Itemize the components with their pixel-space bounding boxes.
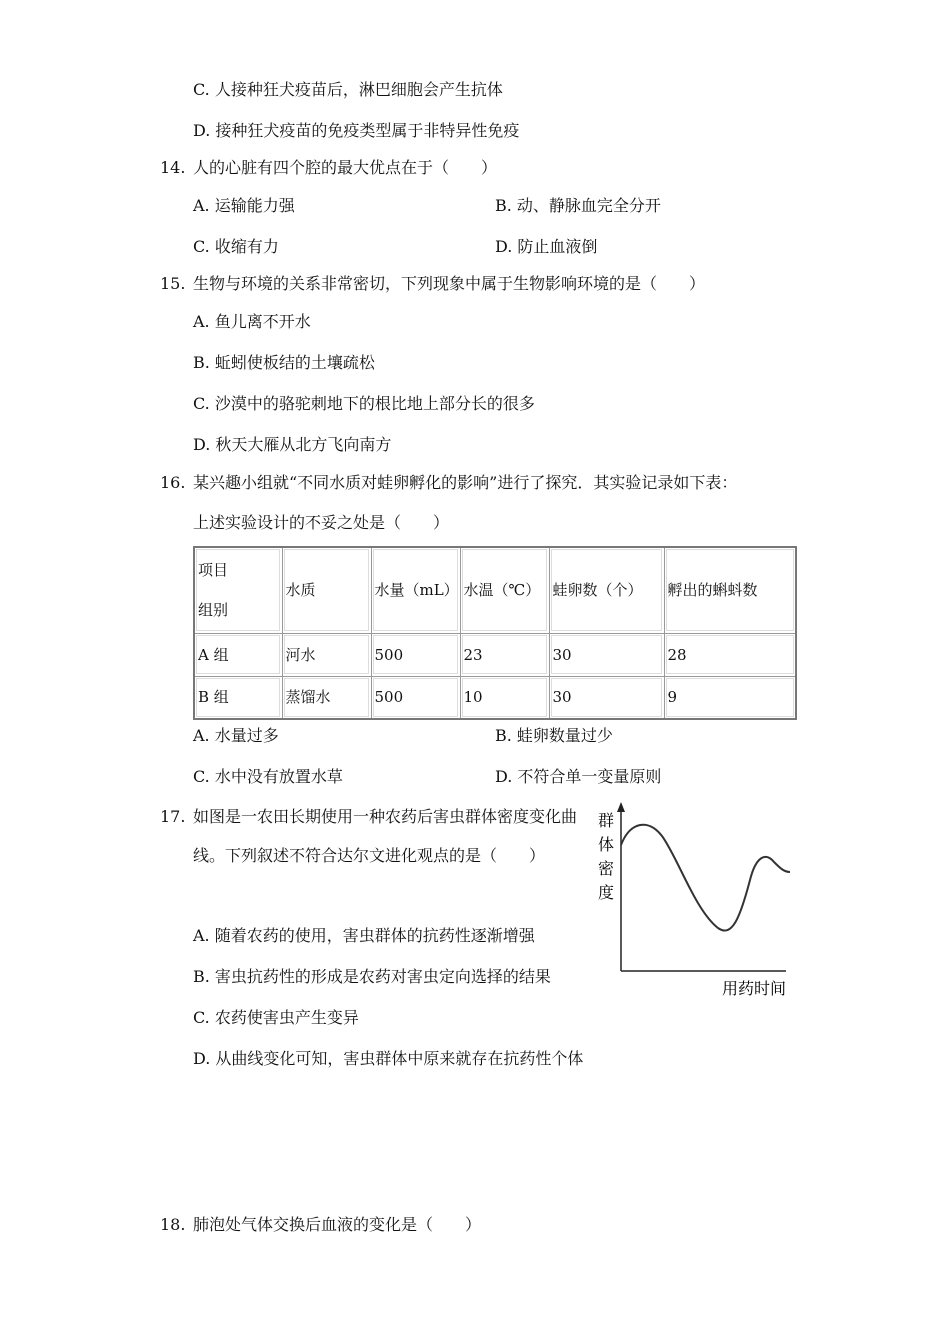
table-cell: 30	[549, 676, 664, 719]
q15-option-c: C. 沙漠中的骆驼刺地下的根比地上部分长的很多	[193, 394, 535, 413]
table-header-cell: 水质	[282, 547, 371, 633]
q14-option-d: D. 防止血液倒	[495, 237, 598, 256]
table-header-cell: 孵出的蝌蚪数	[664, 547, 796, 633]
y-axis-label-char: 群	[598, 811, 615, 830]
table-cell: 9	[664, 676, 796, 719]
table-row	[194, 633, 796, 676]
q17-option-a: A. 随着农药的使用，害虫群体的抗药性逐渐增强	[193, 926, 535, 945]
x-axis-label: 用药时间	[722, 979, 787, 998]
q16-option-a: A. 水量过多	[193, 726, 279, 745]
q13-option-d: D. 接种狂犬疫苗的免疫类型属于非特异性免疫	[193, 121, 520, 140]
density-curve	[621, 825, 790, 931]
table-cell: 10	[460, 676, 549, 719]
q15-option-d: D. 秋天大雁从北方飞向南方	[193, 435, 392, 454]
q14-option-a: A. 运输能力强	[193, 196, 295, 215]
q18-number: 18.	[160, 1215, 186, 1234]
q14-option-b: B. 动、静脉血完全分开	[495, 196, 661, 215]
table-header-corner	[194, 547, 282, 633]
q18-stem: 肺泡处气体交换后血液的变化是（ ）	[193, 1215, 482, 1234]
q14-number: 14.	[160, 158, 186, 177]
q17-number: 17.	[160, 807, 186, 826]
q16-stem: 某兴趣小组就“不同水质对蛙卵孵化的影响”进行了探究．其实验记录如下表：	[193, 473, 738, 492]
q15-stem: 生物与环境的关系非常密切，下列现象中属于生物影响环境的是（ ）	[193, 274, 706, 293]
y-axis-label-char: 度	[598, 883, 615, 902]
y-axis-label-char: 密	[598, 859, 615, 878]
table-cell: 500	[371, 633, 460, 676]
table-row	[194, 676, 796, 719]
table-header-row	[194, 547, 796, 633]
q17-option-d: D. 从曲线变化可知，害虫群体中原来就存在抗药性个体	[193, 1049, 584, 1068]
q15-number: 15.	[160, 274, 186, 293]
y-axis-arrow-icon	[617, 802, 625, 812]
pest-density-graph	[590, 800, 800, 1000]
q16-stem-continued: 上述实验设计的不妥之处是（ ）	[193, 513, 450, 532]
table-header-cell: 水量（mL）	[371, 547, 460, 633]
table-cell: 500	[371, 676, 460, 719]
q17-stem: 如图是一农田长期使用一种农药后害虫群体密度变化曲	[193, 807, 578, 826]
header-item-label: 项目	[198, 561, 229, 580]
q17-stem-continued: 线。下列叙述不符合达尔文进化观点的是（ ）	[193, 846, 546, 865]
q13-option-c: C. 人接种狂犬疫苗后，淋巴细胞会产生抗体	[193, 80, 503, 99]
q16-option-b: B. 蛙卵数量过少	[495, 726, 613, 745]
q16-number: 16.	[160, 473, 186, 492]
q14-option-c: C. 收缩有力	[193, 237, 279, 256]
q15-option-a: A. 鱼儿离不开水	[193, 312, 311, 331]
q17-option-b: B. 害虫抗药性的形成是农药对害虫定向选择的结果	[193, 967, 551, 986]
table-cell: 23	[460, 633, 549, 676]
table-header-cell: 水温（℃）	[460, 547, 549, 633]
table-cell: 30	[549, 633, 664, 676]
experiment-table	[193, 546, 797, 720]
table-cell: A 组	[194, 633, 282, 676]
table-header-cell: 蛙卵数（个）	[549, 547, 664, 633]
table-cell: 蒸馏水	[282, 676, 371, 719]
header-group-label: 组别	[198, 601, 229, 620]
table-cell: 河水	[282, 633, 371, 676]
q17-option-c: C. 农药使害虫产生变异	[193, 1008, 359, 1027]
q14-stem: 人的心脏有四个腔的最大优点在于（ ）	[193, 158, 498, 177]
table-cell: 28	[664, 633, 796, 676]
y-axis-label-char: 体	[598, 835, 615, 854]
q15-option-b: B. 蚯蚓使板结的土壤疏松	[193, 353, 375, 372]
table-cell: B 组	[194, 676, 282, 719]
q16-option-d: D. 不符合单一变量原则	[495, 767, 662, 786]
q16-option-c: C. 水中没有放置水草	[193, 767, 343, 786]
